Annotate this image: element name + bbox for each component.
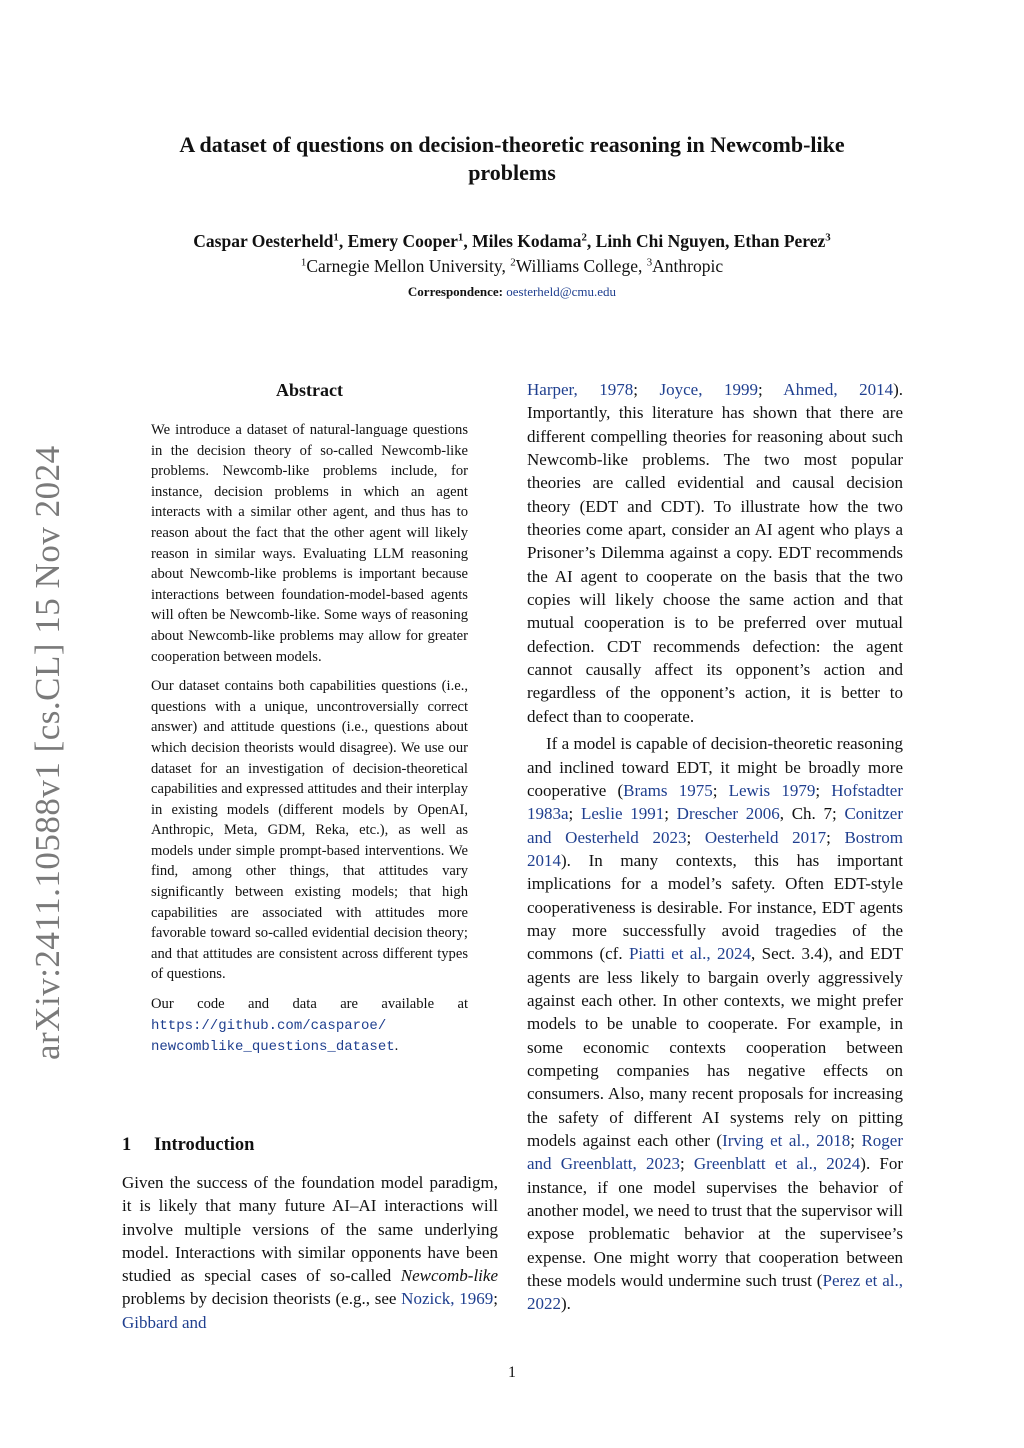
- body-paragraph: If a model is capable of decision-theoretic reasoning and inclined toward EDT, it might be broadly more cooperative (Brams 1975; Lewis 1979; Hofstadter 1983a; Leslie 1991; Drescher 2006, Ch. 7; Conitzer and Oesterheld 2023; Oesterheld 2017; Bostrom 2014). In many contexts, this has important implications for a model’s safety. Often EDT-style cooperativeness is desirable. For instance, EDT agents may more successfully avoid tragedies of the commons (cf. Piatti et al., 2024, Sect. 3.4), and EDT agents are less likely to bargain overly aggressively against each other. In other contexts, we might prefer models to be unable to cooperate. For example, in some economic contexts cooperation between competing companies has negative effects on consumers. Also, many recent proposals for increasing the safety of different AI systems rely on pitting models against each other (Irving et al., 2018; Roger and Greenblatt, 2023; Greenblatt et al., 2024). For instance, if one model supervises the behavior of another model, we need to trust that the supervisor will expose problematic behavior at the supervisee’s expense. One might worry that cooperation between these models would undermine such trust (Perez et al., 2022).: [527, 734, 904, 1314]
- citation-link[interactable]: Piatti et al., 2024: [628, 944, 752, 964]
- title-line-1: A dataset of questions on decision-theoretic reasoning in Newcomb-like: [179, 132, 845, 157]
- citation-link[interactable]: Joyce, 1999: [659, 380, 758, 399]
- section-heading-introduction: [122, 1133, 254, 1157]
- section-title: Introduction: [154, 1135, 255, 1155]
- citation-link[interactable]: Ahmed, 2014: [783, 380, 894, 399]
- section-number: 1: [122, 1135, 132, 1155]
- abstract-heading: Abstract: [276, 380, 343, 400]
- citation-link[interactable]: Conitzer and Oesterheld 2023: [527, 804, 903, 847]
- arxiv-identifier-stamp: arXiv:2411.10588v1 [cs.CL] 15 Nov 2024: [28, 445, 67, 1060]
- citation-link[interactable]: Bostrom 2014: [527, 827, 903, 870]
- author: Caspar Oesterheld$^1$,: [193, 231, 348, 251]
- citation-link[interactable]: Lewis 1979: [728, 780, 816, 800]
- left-column-body: [122, 1171, 498, 1334]
- abstract-paragraph: Our code and data are available at https://github.com/casparoe/ newcomblike_questions_dataset.: [151, 996, 468, 1056]
- author-list: [80, 229, 944, 253]
- code-repository-link[interactable]: https://github.com/casparoe/ newcomblike_questions_dataset: [151, 1017, 395, 1056]
- citation-link[interactable]: Harper, 1978: [527, 380, 634, 399]
- right-column-body: [527, 378, 903, 1316]
- affiliation: $^2$Williams College,: [510, 256, 647, 276]
- citation-link[interactable]: Greenblatt et al., 2024: [693, 1154, 861, 1174]
- title-line-2: problems: [468, 160, 556, 185]
- affiliation: $^1$Carnegie Mellon University,: [300, 256, 511, 276]
- correspondence-email-link[interactable]: oesterheld@cmu.edu: [506, 284, 617, 299]
- body-paragraph: Given the success of the foundation model paradigm, it is likely that many future AI–AI interactions will involve multiple versions of the same underlying model. Interactions with similar opponents have been studied as special cases of so-called Newcomb-like problems by decision theorists (e.g., see Nozick, 1969; Gibbard and: [122, 1173, 498, 1332]
- citation-link[interactable]: Leslie 1991: [580, 804, 665, 824]
- availability-text: Our code and data are available at: [151, 996, 468, 1013]
- abstract-paragraph: Our dataset contains both capabilities questions (i.e., questions with a unique, uncontroversially correct answer) and attitude questions (i.e., questions about which decision theorists would disagree). We use our dataset for an investigation of decision-theoretical capabilities and expressed attitudes and their interplay in existing models (different models by OpenAI, Anthropic, Meta, GDM, Reka, etc.), as well as models under simple prompt-based interventions. We find, among other things, that attitudes vary significantly between existing models; that high capabilities are associated with attitudes more favorable toward so-called evidential decision theory; and that attitudes are consistent across different types of questions.: [151, 678, 468, 983]
- author: Linh Chi Nguyen,: [595, 231, 734, 251]
- citation-link[interactable]: Hofstadter 1983a: [527, 780, 904, 824]
- abstract-paragraph: We introduce a dataset of natural-language questions in the decision theory of so-called Newcomb-like problems. Newcomb-like problems include, for instance, decision problems in which an agent interacts with a similar other agent, and thus has to reason about the fact that the other agent will likely reason in similar ways. Evaluating LLM reasoning about Newcomb-like problems is important because interactions between foundation-model-based agents will often be Newcomb-like. Some ways of reasoning about Newcomb-like problems may allow for greater cooperation between models.: [151, 422, 468, 665]
- affiliation-list: [80, 254, 944, 278]
- citation-link[interactable]: Oesterheld 2017: [704, 827, 827, 847]
- citation-link[interactable]: Irving et al., 2018: [722, 1131, 851, 1150]
- citation-link[interactable]: Perez et al., 2022: [527, 1271, 904, 1314]
- citation-link[interactable]: Roger and Greenblatt, 2023: [527, 1131, 903, 1174]
- citation-link[interactable]: Drescher 2006: [676, 804, 780, 824]
- page-number: 1: [508, 1364, 516, 1381]
- abstract-body: [151, 420, 468, 1067]
- citation-link[interactable]: Brams 1975: [623, 780, 713, 800]
- emphasis-text: Newcomb-like: [400, 1266, 498, 1286]
- correspondence-line: [80, 283, 944, 301]
- affiliation: $^3$Anthropic: [646, 256, 724, 276]
- paper-title: [120, 131, 904, 187]
- body-paragraph: Harper, 1978; Joyce, 1999; Ahmed, 2014). Importantly, this literature has shown that there are different compelling theories for reasoning about such Newcomb-like problems. The two most popular theories are called evidential and causal decision theory (EDT and CDT). To illustrate how the two theories come apart, consider an AI agent who plays a Prisoner’s Dilemma against a copy. EDT recommends the AI agent to cooperate on the basis that the two copies will likely choose the same action and that mutual cooperation is to be preferred over mutual defection. CDT recommends defection: the agent cannot causally affect its opponent’s action and regardless of the opponent’s action, it is better to defect than to cooperate.: [527, 380, 904, 726]
- citation-link[interactable]: Nozick, 1969: [401, 1289, 494, 1309]
- author: Miles Kodama$^2$,: [472, 231, 596, 251]
- correspondence-label: Correspondence:: [407, 284, 504, 299]
- author: Emery Cooper$^1$,: [347, 231, 473, 251]
- citation-link[interactable]: Gibbard and: [122, 1312, 207, 1332]
- author: Ethan Perez$^3$: [733, 231, 831, 251]
